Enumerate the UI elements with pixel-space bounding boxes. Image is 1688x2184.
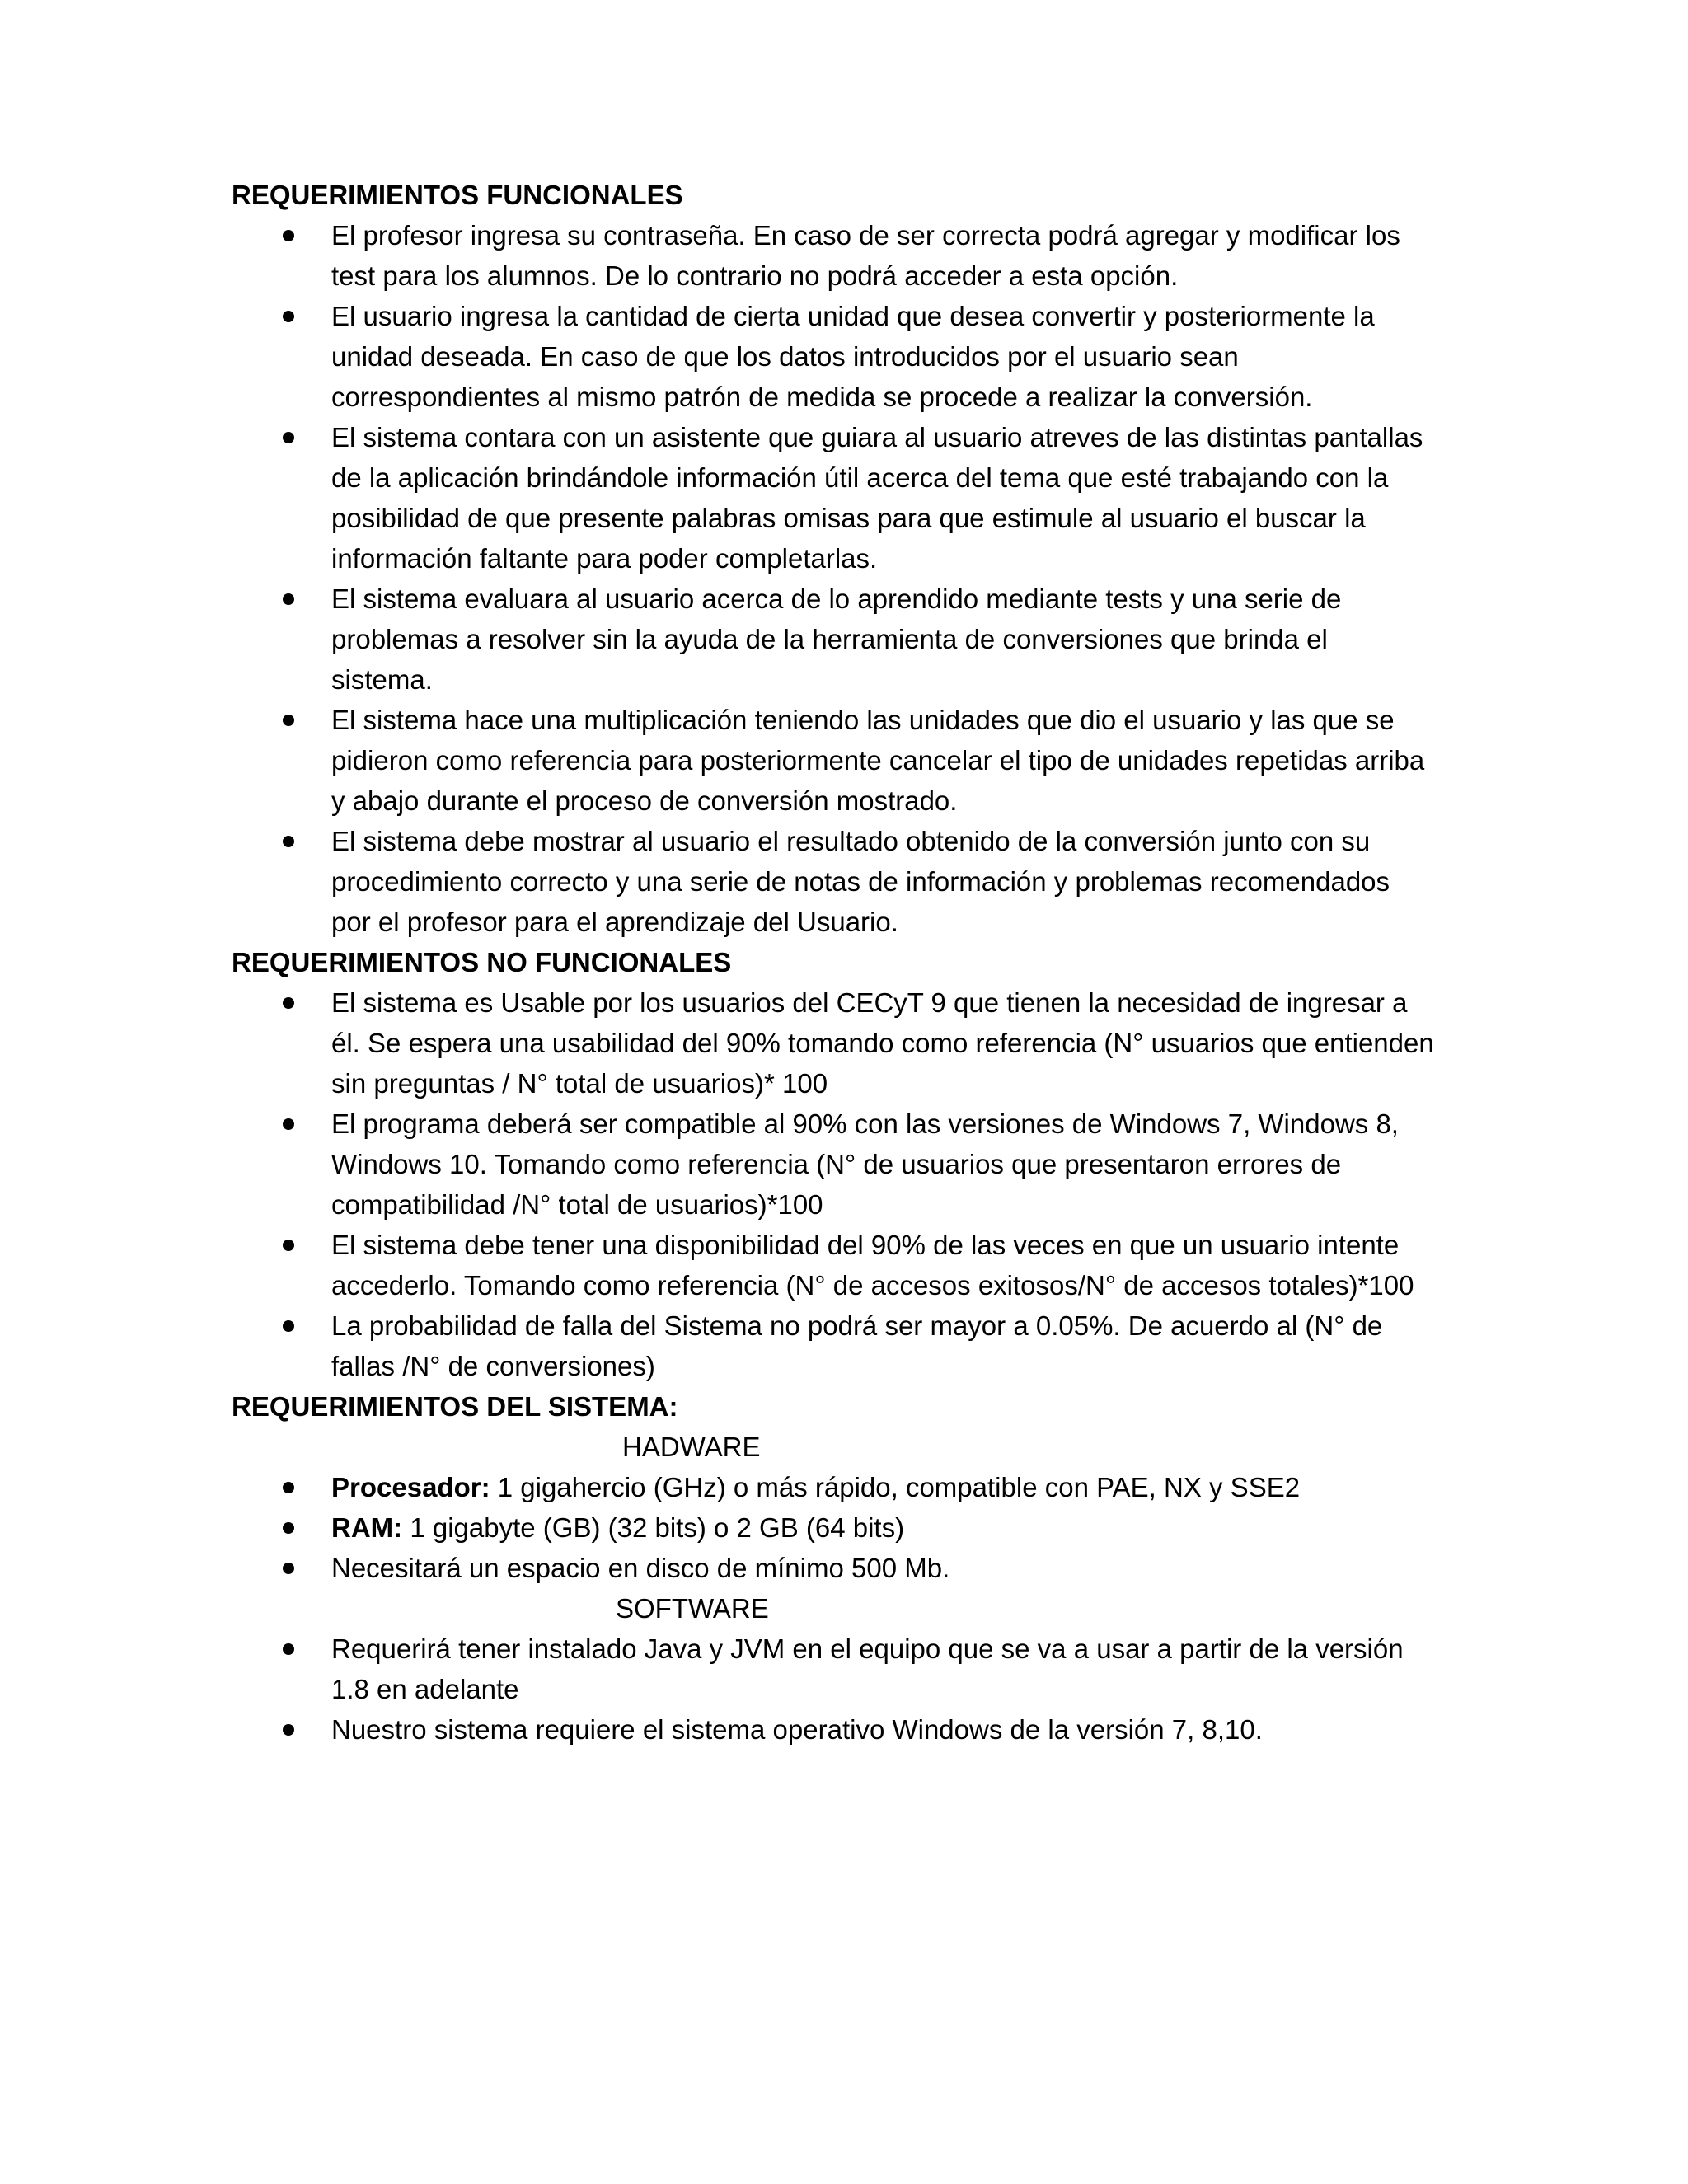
heading-no-funcionales: REQUERIMIENTOS NO FUNCIONALES (232, 947, 732, 977)
item-label: Procesador: (331, 1472, 490, 1502)
item-text: El usuario ingresa la cantidad de cierta unidad que desea convertir y posteriormente la unidad deseada. En caso de que los datos introducidos por el usuario sean correspondientes al mismo patrón de medida se procede a realizar la conversión. (331, 301, 1375, 412)
list-no-funcionales (232, 982, 1468, 1386)
bullet-icon (283, 836, 294, 847)
bullet-icon (283, 1240, 294, 1251)
subheading-software: SOFTWARE (616, 1593, 769, 1624)
list-item (232, 1467, 1436, 1507)
bullet-icon (283, 1643, 294, 1655)
bullet-icon (283, 1724, 294, 1736)
list-item (232, 700, 1436, 821)
bullet-icon (283, 432, 294, 443)
list-funcionales (232, 215, 1468, 942)
bullet-icon (283, 1522, 294, 1534)
bullet-icon (283, 230, 294, 241)
bullet-icon (283, 593, 294, 605)
list-item (232, 215, 1436, 296)
list-item (232, 1629, 1436, 1709)
subheading-hardware: HADWARE (622, 1432, 761, 1462)
bullet-icon (283, 1320, 294, 1332)
list-item (232, 579, 1436, 700)
item-text: El sistema debe tener una disponibilidad del 90% de las veces en que un usuario intente accederlo. Tomando como referencia (N° de accesos exitosos/N° de accesos totales)*100 (331, 1230, 1414, 1301)
item-text: Nuestro sistema requiere el sistema operativo Windows de la versión 7, 8,10. (331, 1714, 1263, 1745)
item-text: 1 gigabyte (GB) (32 bits) o 2 GB (64 bits) (402, 1512, 905, 1543)
item-label: RAM: (331, 1512, 403, 1543)
item-text: Necesitará un espacio en disco de mínimo 500 Mb. (331, 1553, 950, 1583)
bullet-icon (283, 1563, 294, 1574)
item-text: 1 gigahercio (GHz) o más rápido, compatible con PAE, NX y SSE2 (490, 1472, 1301, 1502)
list-item (232, 1225, 1436, 1305)
heading-sistema: REQUERIMIENTOS DEL SISTEMA: (232, 1391, 678, 1422)
list-software (232, 1629, 1468, 1750)
item-text: El sistema evaluara al usuario acerca de lo aprendido mediante tests y una serie de problemas a resolver sin la ayuda de la herramienta de conversiones que brinda el sistema. (331, 583, 1342, 695)
bullet-icon (283, 715, 294, 726)
list-item (232, 417, 1436, 579)
list-item (232, 296, 1436, 417)
item-text: El sistema debe mostrar al usuario el resultado obtenido de la conversión junto con su procedimiento correcto y una serie de notas de información y problemas recomendados por el profesor para el aprendizaje del Usuario. (331, 826, 1390, 937)
item-text: El programa deberá ser compatible al 90% con las versiones de Windows 7, Windows 8, Windows 10. Tomando como referencia (N° de usuarios que presentaron errores de compatibilidad /N° total de usuarios)*100 (331, 1108, 1399, 1220)
item-text: El sistema hace una multiplicación teniendo las unidades que dio el usuario y las que se pidieron como referencia para posteriormente cancelar el tipo de unidades repetidas arriba y abajo durante el proceso de conversión mostrado. (331, 705, 1425, 816)
list-item (232, 1548, 1436, 1588)
document-content (232, 175, 1468, 1750)
item-text: La probabilidad de falla del Sistema no podrá ser mayor a 0.05%. De acuerdo al (N° de fallas /N° de conversiones) (331, 1310, 1383, 1381)
list-item (232, 1709, 1436, 1750)
heading-funcionales: REQUERIMIENTOS FUNCIONALES (232, 180, 683, 210)
bullet-icon (283, 311, 294, 322)
bullet-icon (283, 1482, 294, 1493)
item-text: El sistema contara con un asistente que guiara al usuario atreves de las distintas pantallas de la aplicación brindándole información útil acerca del tema que esté trabajando con la posibilidad de que presente palabras omisas para que estimule al usuario el buscar la información faltante para poder completarlas. (331, 422, 1423, 574)
list-item (232, 1104, 1436, 1225)
list-item (232, 982, 1436, 1104)
list-hardware (232, 1467, 1468, 1588)
bullet-icon (283, 1118, 294, 1130)
list-item (232, 1507, 1436, 1548)
bullet-icon (283, 997, 294, 1009)
list-item (232, 1305, 1436, 1386)
item-text: Requerirá tener instalado Java y JVM en el equipo que se va a usar a partir de la versión 1.8 en adelante (331, 1633, 1404, 1704)
list-item (232, 821, 1436, 942)
item-text: El sistema es Usable por los usuarios del CECyT 9 que tienen la necesidad de ingresar a él. Se espera una usabilidad del 90% tomando como referencia (N° usuarios que entienden sin preguntas / N° total de usuarios)* 100 (331, 987, 1434, 1099)
item-text: El profesor ingresa su contraseña. En caso de ser correcta podrá agregar y modificar los test para los alumnos. De lo contrario no podrá acceder a esta opción. (331, 220, 1400, 291)
